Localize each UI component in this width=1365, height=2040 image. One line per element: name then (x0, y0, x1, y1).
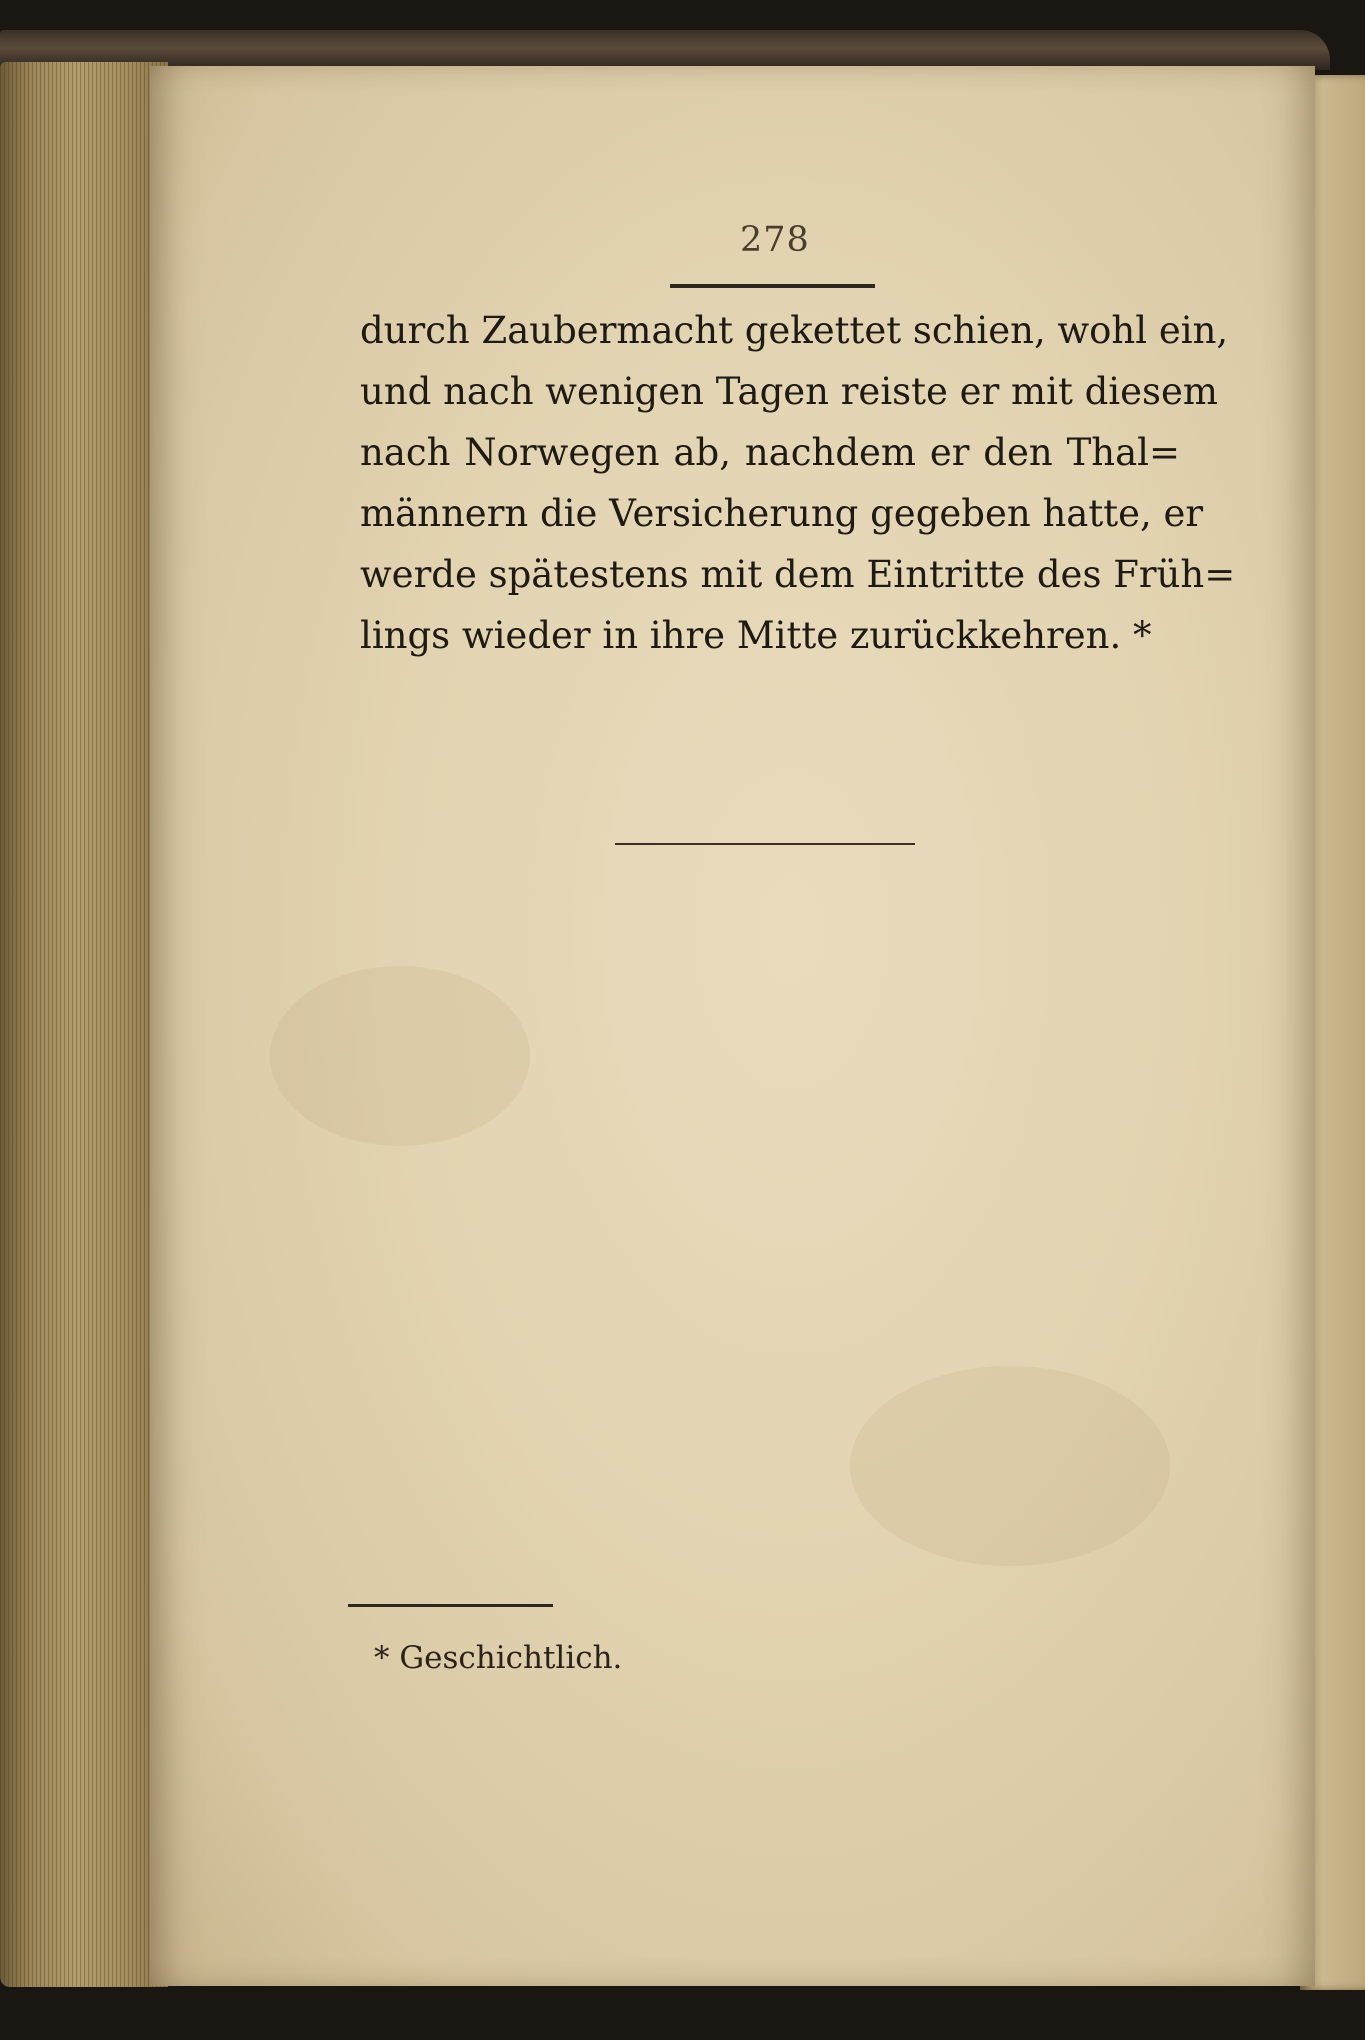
footnote-rule (348, 1604, 553, 1607)
header-rule (670, 284, 875, 288)
text-line: männern die Versicherung gegeben hatte, er (360, 492, 1204, 535)
page-number: 278 (740, 220, 810, 260)
paper-stain (270, 966, 530, 1146)
book-binding (0, 30, 1330, 70)
body-text (360, 300, 1236, 666)
text-line: lings wieder in ihre Mitte zurückkehren. * (360, 614, 1152, 657)
text-line: werde spätestens mit dem Eintritte des Früh= (360, 553, 1236, 596)
section-end-rule (615, 843, 915, 845)
text-line: und nach wenigen Tagen reiste er mit diesem (360, 370, 1218, 413)
page-edges (0, 62, 168, 1987)
paper-stain (850, 1366, 1170, 1566)
footnote: * Geschichtlich. (374, 1640, 623, 1676)
text-line: durch Zaubermacht gekettet schien, wohl ein, (360, 309, 1229, 352)
text-line: nach Norwegen ab, nachdem er den Thal= (360, 431, 1180, 474)
